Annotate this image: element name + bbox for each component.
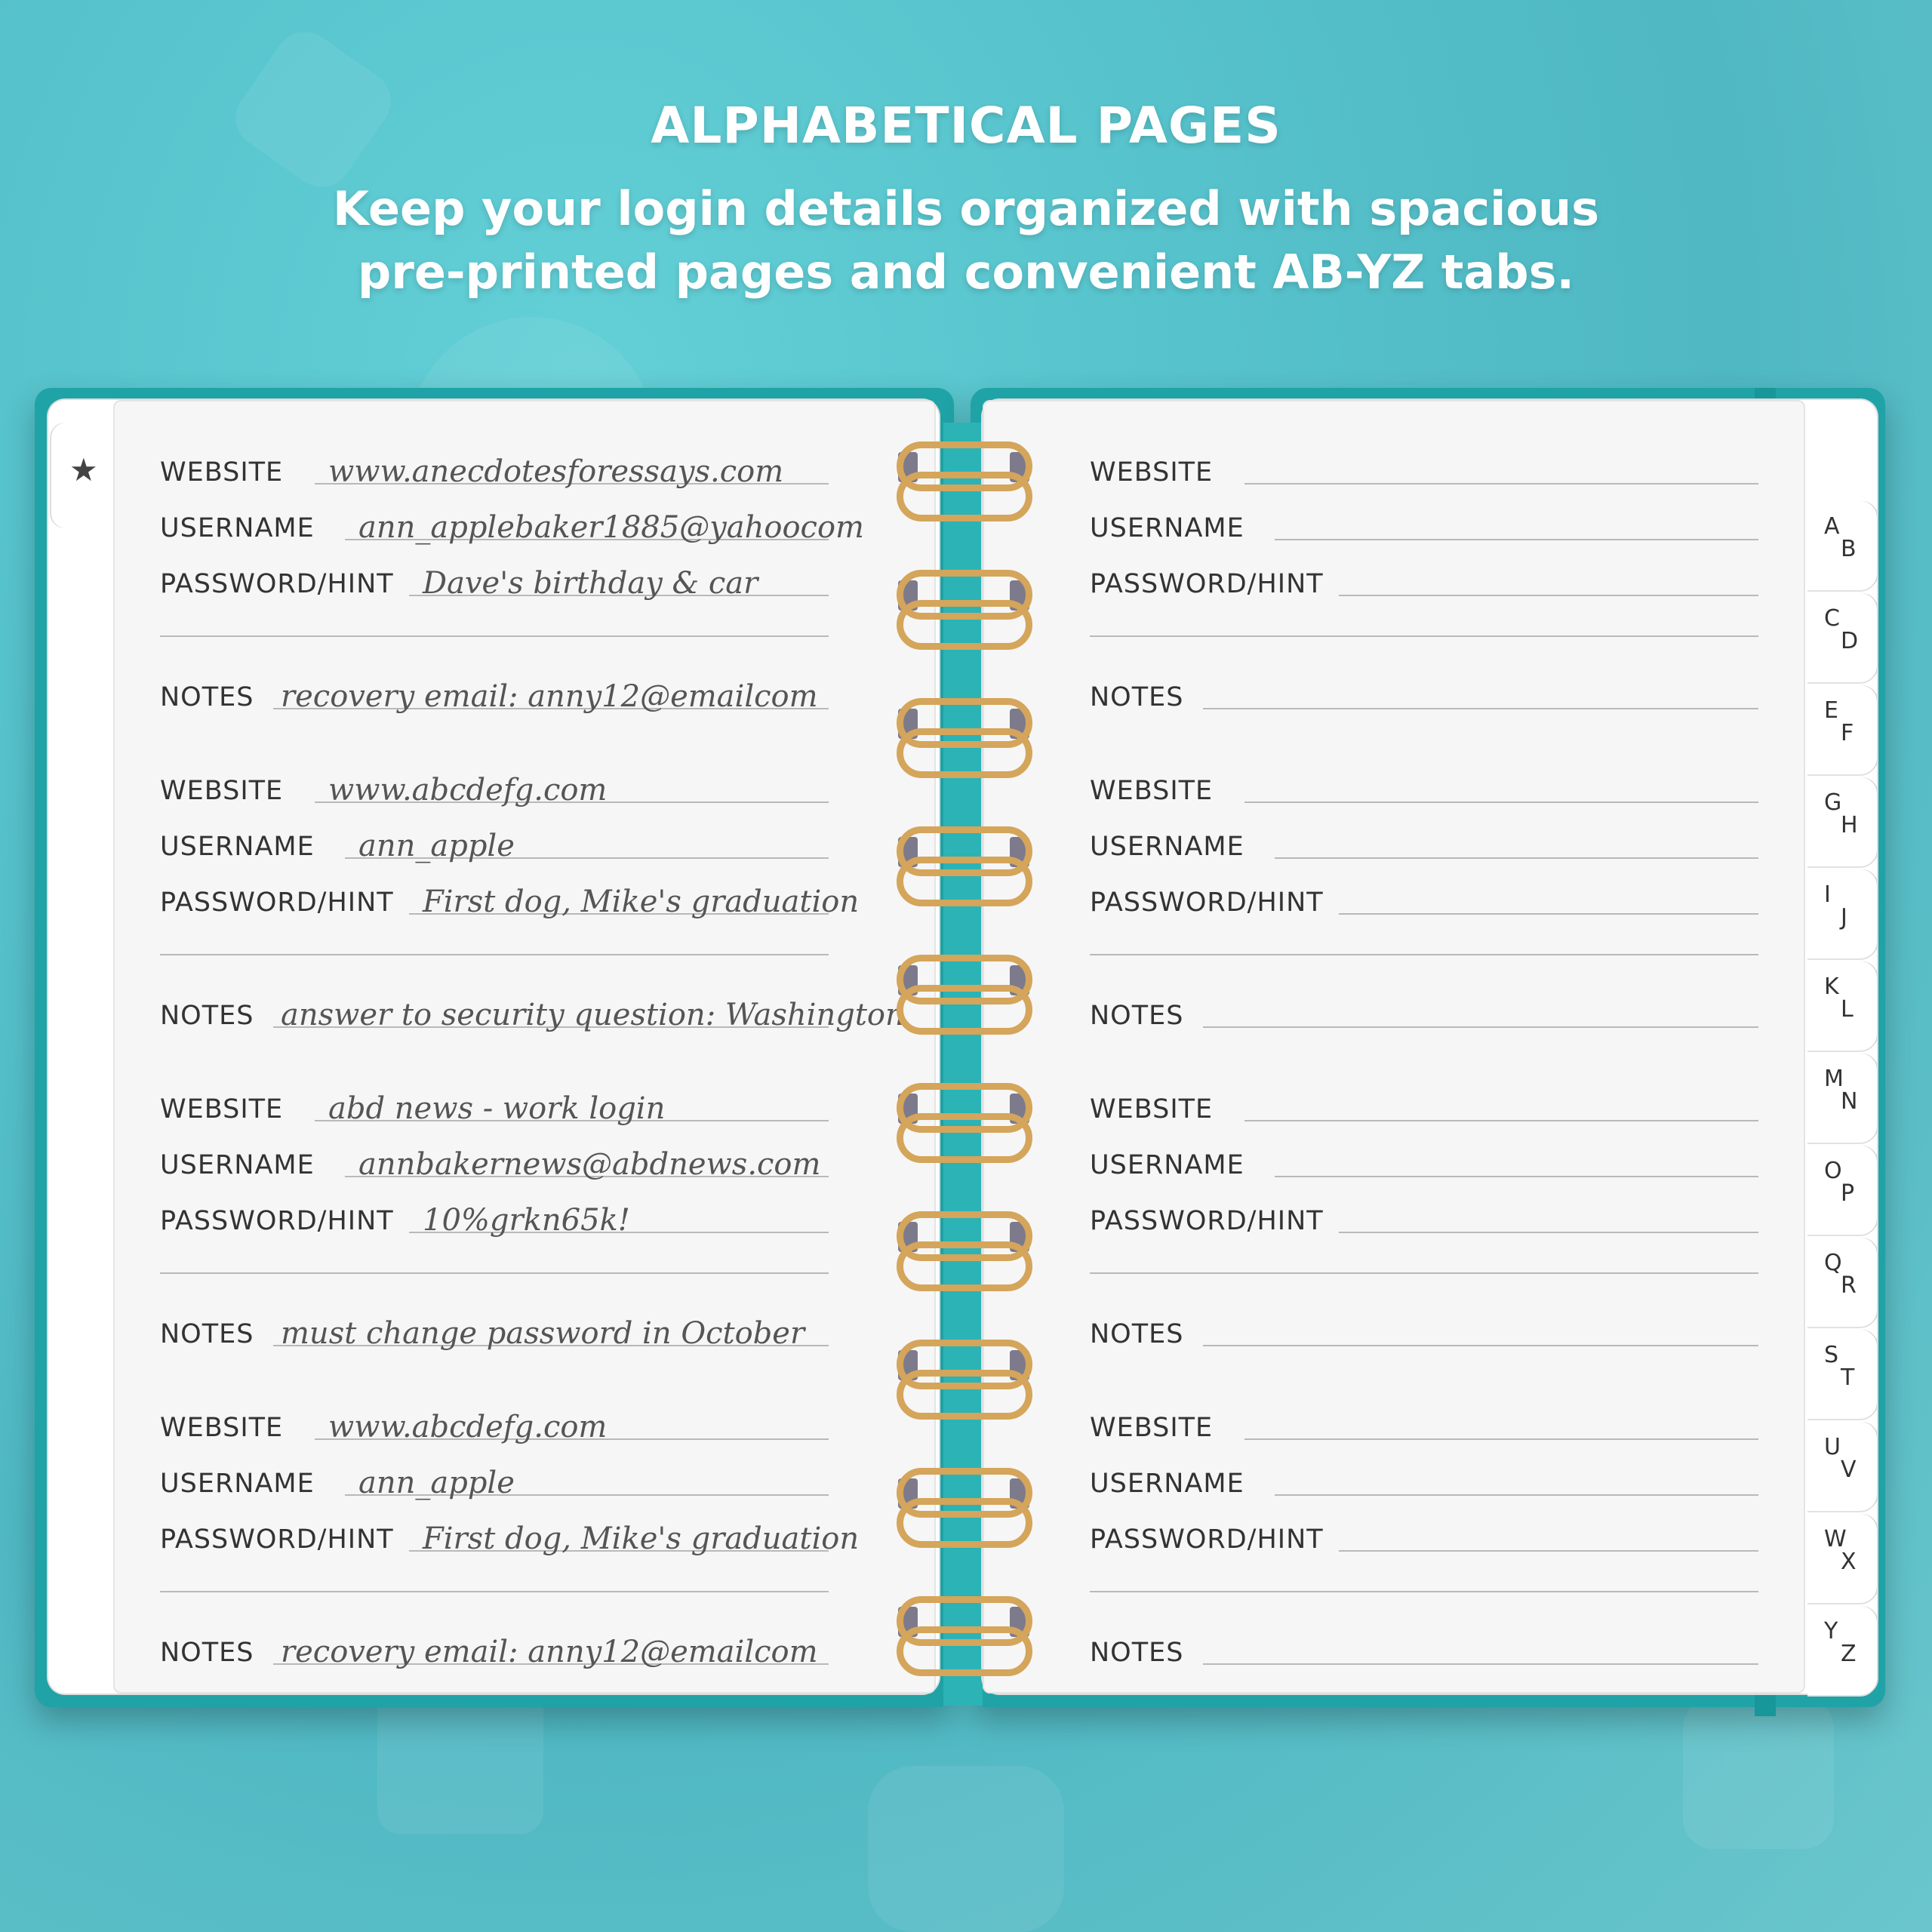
- extra-line: [1090, 635, 1758, 637]
- notes-line: [1203, 1026, 1758, 1028]
- username-row: [160, 820, 829, 865]
- tab-ij[interactable]: [1807, 869, 1877, 958]
- binding-ring: [897, 857, 1032, 906]
- extra-line: [160, 954, 829, 955]
- binding-ring: [897, 985, 1032, 1035]
- binding-ring: [897, 1241, 1032, 1291]
- tab-wx[interactable]: [1807, 1514, 1877, 1603]
- extra-line: [160, 1272, 829, 1274]
- notes-line: [1203, 1345, 1758, 1346]
- tab-letter: O: [1824, 1158, 1842, 1184]
- tab-letter: K: [1824, 974, 1839, 1000]
- password-line: [1339, 1550, 1758, 1552]
- notes-label: NOTES: [1090, 1319, 1184, 1349]
- website-row: [1090, 445, 1758, 491]
- username-label: USERNAME: [1090, 1469, 1244, 1499]
- tab-ef[interactable]: [1807, 685, 1877, 774]
- website-row: [1090, 1401, 1758, 1446]
- website-label: WEBSITE: [1090, 776, 1214, 806]
- password-label: PASSWORD/HINT: [160, 1206, 394, 1236]
- tab-letter: M: [1824, 1066, 1844, 1092]
- notes-row: [1090, 989, 1758, 1034]
- tab-letter: C: [1824, 605, 1840, 632]
- username-row: [160, 1138, 829, 1183]
- binding-ring: [897, 1626, 1032, 1676]
- tab-letter: H: [1841, 812, 1858, 838]
- right-page: [983, 400, 1805, 1694]
- website-line: [1244, 1120, 1758, 1121]
- username-row: [160, 501, 864, 546]
- notes-value[interactable]: recovery email: anny12@emailcom: [281, 679, 818, 714]
- tab-letter: P: [1841, 1180, 1855, 1207]
- notes-label: NOTES: [160, 1638, 254, 1668]
- background-lock-shape: [868, 1766, 1064, 1932]
- tab-st[interactable]: [1807, 1330, 1877, 1419]
- notes-label: NOTES: [1090, 1638, 1184, 1668]
- website-row: [160, 445, 829, 491]
- extra-line: [1090, 1272, 1758, 1274]
- tab-uv[interactable]: [1807, 1422, 1877, 1511]
- notes-row: [160, 989, 905, 1034]
- password-label: PASSWORD/HINT: [1090, 1206, 1324, 1236]
- tab-letter: S: [1824, 1342, 1839, 1368]
- website-value[interactable]: www.abcdefg.com: [328, 773, 608, 808]
- tab-letter: V: [1841, 1457, 1857, 1483]
- notes-row: [1090, 1626, 1758, 1671]
- notes-value[interactable]: recovery email: anny12@emailcom: [281, 1635, 818, 1669]
- password-label: PASSWORD/HINT: [160, 888, 394, 918]
- tab-letter: Q: [1824, 1250, 1842, 1276]
- tab-letter: R: [1841, 1272, 1857, 1299]
- password-label: PASSWORD/HINT: [160, 569, 394, 599]
- tab-letter: I: [1824, 881, 1831, 908]
- username-label: USERNAME: [160, 513, 315, 543]
- subtitle-line-1: Keep your login details organized with spacious: [333, 181, 1599, 236]
- username-label: USERNAME: [160, 1150, 315, 1180]
- website-row: [160, 1401, 829, 1446]
- binding-ring: [897, 728, 1032, 778]
- website-label: WEBSITE: [1090, 457, 1214, 488]
- extra-line: [160, 1591, 829, 1592]
- username-label: USERNAME: [1090, 513, 1244, 543]
- password-row: [1090, 1512, 1758, 1558]
- password-row: [160, 1194, 829, 1239]
- website-line: [1244, 483, 1758, 485]
- username-row: [160, 1457, 829, 1502]
- username-label: USERNAME: [160, 832, 315, 862]
- website-value[interactable]: www.anecdotesforessays.com: [328, 454, 784, 489]
- website-value[interactable]: www.abcdefg.com: [328, 1410, 608, 1444]
- extra-line: [1090, 1591, 1758, 1592]
- website-line: [1244, 1438, 1758, 1440]
- password-value[interactable]: 10%grkn65k!: [423, 1203, 630, 1238]
- password-row: [1090, 1194, 1758, 1239]
- website-label: WEBSITE: [160, 776, 284, 806]
- tab-yz[interactable]: [1807, 1606, 1877, 1695]
- password-label: PASSWORD/HINT: [1090, 888, 1324, 918]
- notes-row: [1090, 670, 1758, 715]
- website-label: WEBSITE: [160, 457, 284, 488]
- password-row: [160, 1512, 860, 1558]
- tab-letter: B: [1841, 536, 1857, 562]
- website-label: WEBSITE: [160, 1413, 284, 1443]
- password-row: [160, 875, 860, 921]
- tab-letter: Z: [1841, 1641, 1857, 1667]
- password-row: [1090, 557, 1758, 602]
- tab-gh[interactable]: [1807, 777, 1877, 866]
- binding-ring: [897, 472, 1032, 521]
- password-line: [1339, 913, 1758, 915]
- tab-op[interactable]: [1807, 1146, 1877, 1235]
- notes-row: [1090, 1307, 1758, 1352]
- tab-letter: E: [1824, 697, 1838, 724]
- tab-letter: Y: [1824, 1618, 1838, 1644]
- password-value[interactable]: First dog, Mike's graduation: [423, 1521, 860, 1556]
- tab-letter: G: [1824, 789, 1842, 816]
- notes-line: [1203, 1663, 1758, 1665]
- website-label: WEBSITE: [1090, 1413, 1214, 1443]
- notes-row: [160, 670, 829, 715]
- notes-label: NOTES: [160, 1319, 254, 1349]
- username-label: USERNAME: [1090, 1150, 1244, 1180]
- website-row: [1090, 1082, 1758, 1128]
- notes-row: [160, 1626, 829, 1671]
- password-label: PASSWORD/HINT: [1090, 569, 1324, 599]
- extra-line: [1090, 954, 1758, 955]
- password-label: PASSWORD/HINT: [1090, 1524, 1324, 1555]
- username-row: [1090, 1457, 1758, 1502]
- password-label: PASSWORD/HINT: [160, 1524, 394, 1555]
- tab-mn[interactable]: [1807, 1054, 1877, 1143]
- tab-letter: X: [1841, 1549, 1857, 1575]
- username-value[interactable]: annbakernews@abdnews.com: [358, 1147, 821, 1182]
- tab-letter: U: [1824, 1434, 1841, 1460]
- website-row: [160, 1082, 829, 1128]
- binding-ring: [897, 1113, 1032, 1163]
- username-label: USERNAME: [160, 1469, 315, 1499]
- left-page: [113, 400, 936, 1694]
- notes-label: NOTES: [1090, 1001, 1184, 1031]
- password-value[interactable]: Dave's birthday & car: [423, 566, 758, 601]
- website-row: [1090, 764, 1758, 809]
- username-line: [1275, 1176, 1758, 1177]
- website-label: WEBSITE: [1090, 1094, 1214, 1124]
- website-row: [160, 764, 829, 809]
- username-line: [1275, 1494, 1758, 1496]
- notes-row: [160, 1307, 829, 1352]
- password-line: [1339, 1232, 1758, 1233]
- username-row: [1090, 820, 1758, 865]
- star-icon: ★: [69, 451, 98, 488]
- username-line: [1275, 539, 1758, 540]
- password-row: [1090, 875, 1758, 921]
- username-value[interactable]: ann_applebaker1885@yahoocom: [358, 510, 864, 545]
- binding-ring: [897, 1370, 1032, 1420]
- binding-ring: [897, 600, 1032, 650]
- notes-label: NOTES: [160, 682, 254, 712]
- notes-value[interactable]: answer to security question: Washington: [281, 998, 905, 1032]
- tab-cd[interactable]: [1807, 593, 1877, 682]
- tab-letter: W: [1824, 1526, 1847, 1552]
- website-line: [1244, 801, 1758, 803]
- username-value[interactable]: ann_apple: [358, 829, 515, 863]
- website-value[interactable]: abd news - work login: [328, 1091, 666, 1126]
- notes-value[interactable]: must change password in October: [281, 1316, 805, 1351]
- username-row: [1090, 1138, 1758, 1183]
- notes-label: NOTES: [160, 1001, 254, 1031]
- page-title: ALPHABETICAL PAGES: [651, 97, 1281, 155]
- tab-letter: F: [1841, 720, 1854, 746]
- username-value[interactable]: ann_apple: [358, 1466, 515, 1500]
- password-line: [1339, 595, 1758, 596]
- username-label: USERNAME: [1090, 832, 1244, 862]
- tab-letter: L: [1841, 996, 1854, 1023]
- website-label: WEBSITE: [160, 1094, 284, 1124]
- notes-label: NOTES: [1090, 682, 1184, 712]
- binding-ring: [897, 1498, 1032, 1548]
- username-line: [1275, 857, 1758, 859]
- tab-letter: T: [1841, 1364, 1855, 1391]
- tab-kl[interactable]: [1807, 961, 1877, 1051]
- extra-line: [160, 635, 829, 637]
- username-row: [1090, 501, 1758, 546]
- password-row: [160, 557, 829, 602]
- tab-letter: D: [1841, 628, 1859, 654]
- tab-ab[interactable]: [1807, 501, 1877, 590]
- tab-letter: J: [1841, 904, 1847, 931]
- tab-qr[interactable]: [1807, 1238, 1877, 1327]
- tab-letter: N: [1841, 1088, 1858, 1115]
- page-subtitle: [0, 177, 1932, 304]
- subtitle-line-2: pre-printed pages and convenient AB-YZ tabs.: [357, 245, 1575, 300]
- tab-letter: A: [1824, 513, 1840, 540]
- password-value[interactable]: First dog, Mike's graduation: [423, 884, 860, 919]
- notes-line: [1203, 708, 1758, 709]
- background-lock-shape: [1683, 1698, 1834, 1849]
